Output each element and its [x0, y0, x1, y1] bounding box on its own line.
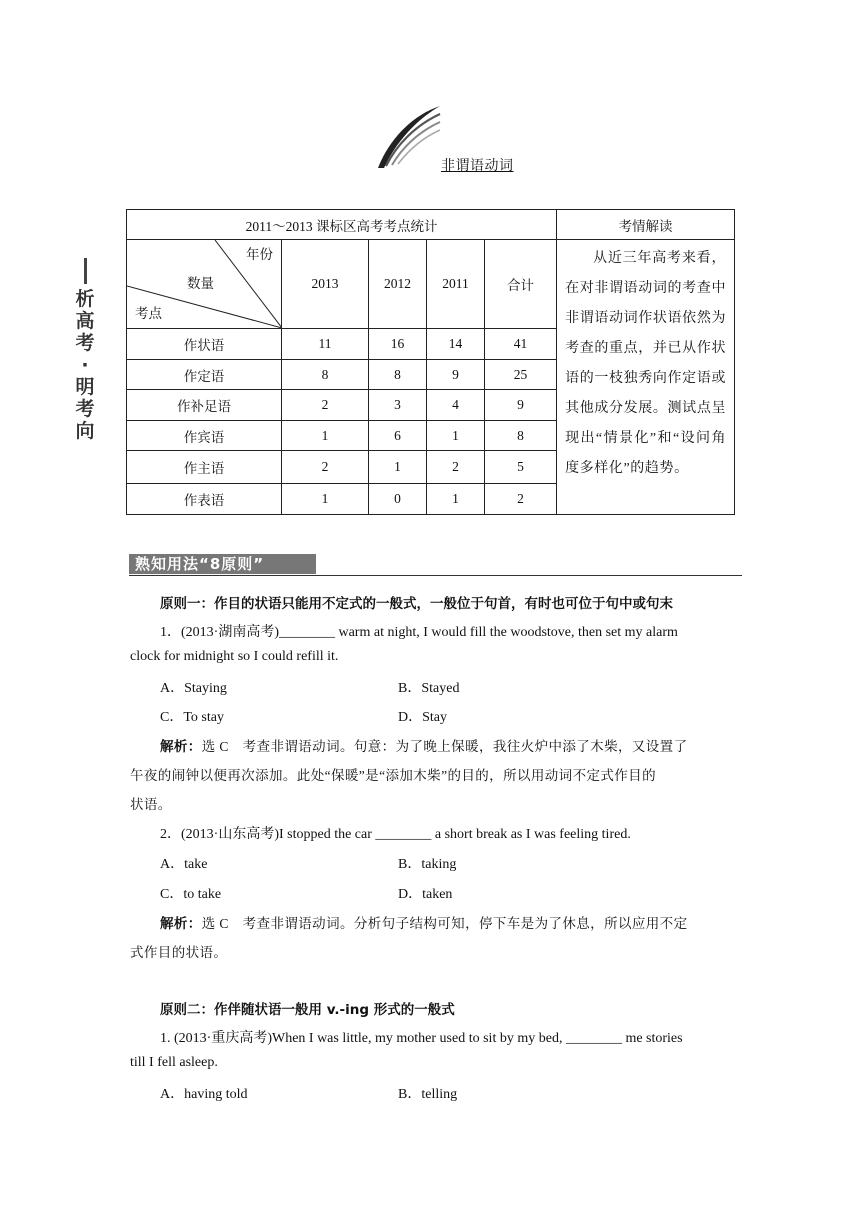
- option: A．take: [160, 857, 208, 872]
- interp-header: 考情解读: [557, 210, 735, 240]
- cell: 2: [485, 484, 557, 515]
- cell: 8: [485, 421, 557, 451]
- cell: 2: [427, 451, 485, 484]
- option: B．telling: [398, 1087, 458, 1102]
- cell: 9: [485, 390, 557, 421]
- option: A．Staying: [160, 681, 227, 696]
- cell: 9: [427, 360, 485, 390]
- page-title: 非谓语动词: [441, 158, 514, 174]
- cell: 1: [427, 421, 485, 451]
- cell: 6: [369, 421, 427, 451]
- cell: 1: [427, 484, 485, 515]
- explanation-label: 解析：: [160, 739, 202, 755]
- question-text: 2．(2013·山东高考)I stopped the car ________ a short break as I was feeling tired.: [160, 827, 631, 842]
- cell: 11: [282, 329, 369, 360]
- year-header: 2011: [427, 240, 485, 329]
- side-label-char: ·: [81, 354, 89, 376]
- diagonal-header-cell: [127, 240, 282, 329]
- diag-year-label: 年份: [246, 247, 273, 262]
- explanation-text: 式作目的状语。: [130, 945, 228, 960]
- cell: 25: [485, 360, 557, 390]
- explanation: [160, 912, 687, 932]
- swoosh-logo-icon: [374, 102, 444, 172]
- option: C．To stay: [160, 710, 224, 725]
- explanation-text: 选 C 考查非谓语动词。分析句子结构可知，停下车是为了休息，所以应用不定: [201, 916, 688, 931]
- side-label-char: 考: [75, 398, 95, 420]
- cell: 1: [282, 484, 369, 515]
- question-text: clock for midnight so I could refill it.: [130, 649, 339, 664]
- total-header: 合计: [485, 240, 557, 329]
- row-name: 作补足语: [127, 390, 282, 421]
- row-name: 作表语: [127, 484, 282, 515]
- side-label: [70, 258, 100, 442]
- explanation-label: 解析：: [160, 916, 202, 932]
- year-header: 2013: [282, 240, 369, 329]
- explanation: [160, 735, 687, 755]
- row-name: 作定语: [127, 360, 282, 390]
- explanation-text: 状语。: [130, 797, 172, 812]
- row-name: 作主语: [127, 451, 282, 484]
- cell: 41: [485, 329, 557, 360]
- cell: 1: [282, 421, 369, 451]
- cell: 0: [369, 484, 427, 515]
- rule1-heading: 原则一：作目的状语只能用不定式的一般式，一般位于句首，有时也可位于句中或句末: [160, 596, 673, 612]
- cell: 16: [369, 329, 427, 360]
- question-text: 1．(2013·湖南高考)________ warm at night, I would fill the woodstove, then set my alarm: [160, 625, 678, 640]
- cell: 2: [282, 390, 369, 421]
- side-label-bar: [84, 258, 87, 284]
- section-banner: 熟知用法“8原则”: [129, 554, 316, 574]
- table-title: 2011～2013 课标区高考考点统计: [127, 210, 557, 240]
- side-label-char: 析: [75, 288, 95, 310]
- exam-stats-table: [126, 209, 735, 515]
- question-text: till I fell asleep.: [130, 1055, 218, 1070]
- explanation-text: 午夜的闹钟以便再次添加。此处“保暖”是“添加木柴”的目的，所以用动词不定式作目的: [130, 768, 656, 783]
- diag-point-label: 考点: [135, 306, 162, 321]
- cell: 3: [369, 390, 427, 421]
- cell: 4: [427, 390, 485, 421]
- option: D．Stay: [398, 710, 447, 725]
- row-name: 作状语: [127, 329, 282, 360]
- cell: 14: [427, 329, 485, 360]
- option: B．Stayed: [398, 681, 460, 696]
- side-label-char: 明: [75, 376, 95, 398]
- cell: 5: [485, 451, 557, 484]
- cell: 8: [282, 360, 369, 390]
- rule2-heading: 原则二：作伴随状语一般用 v.-ing 形式的一般式: [160, 1002, 455, 1018]
- interpretation-text: 从近三年高考来看，在对非谓语动词的考查中非谓语动词作状语依然为考查的重点，并已从作状语的一枝独秀向作定语或其他成分发展。测试点呈现出“情景化”和“设问角度多样化”的趋势。: [557, 240, 735, 515]
- diag-count-label: 数量: [187, 276, 214, 291]
- side-label-char: 考: [75, 332, 95, 354]
- side-label-char: 向: [75, 420, 95, 442]
- banner-divider: [129, 575, 742, 576]
- row-name: 作宾语: [127, 421, 282, 451]
- option: D．taken: [398, 887, 453, 902]
- option: B．taking: [398, 857, 457, 872]
- side-label-char: 高: [75, 310, 95, 332]
- year-header: 2012: [369, 240, 427, 329]
- cell: 2: [282, 451, 369, 484]
- cell: 8: [369, 360, 427, 390]
- question-text: 1. (2013·重庆高考)When I was little, my mother used to sit by my bed, ________ me stories: [160, 1031, 683, 1046]
- explanation-text: 选 C 考查非谓语动词。句意：为了晚上保暖，我往火炉中添了木柴，又设置了: [201, 739, 688, 754]
- option: A．having told: [160, 1087, 248, 1102]
- cell: 1: [369, 451, 427, 484]
- option: C．to take: [160, 887, 222, 902]
